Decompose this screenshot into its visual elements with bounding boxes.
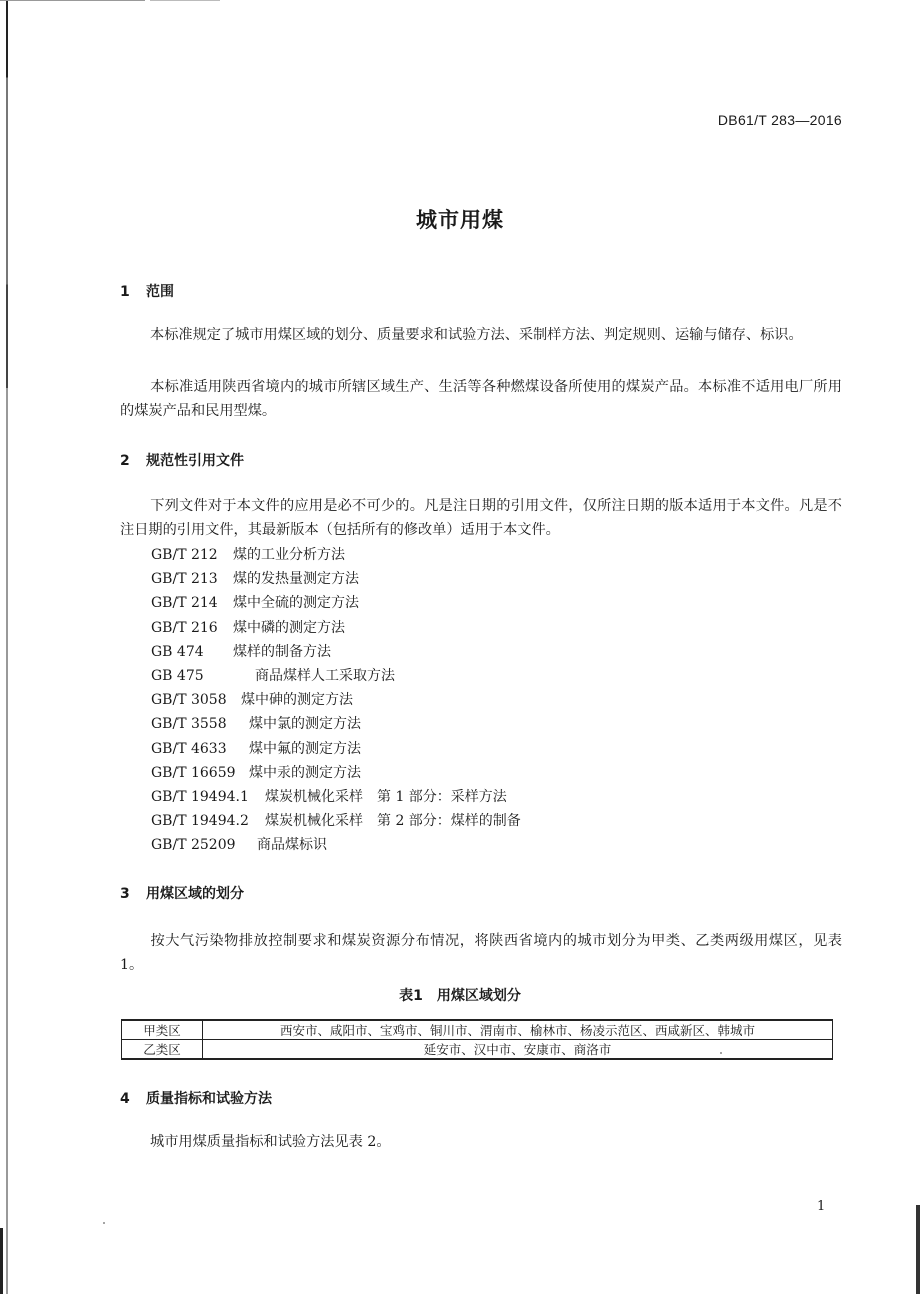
reference-name: 煤炭机械化采样 第 2 部分：煤样的制备 (265, 813, 521, 830)
section-title: 规范性引用文件 (146, 453, 244, 469)
section-heading-4 (120, 1088, 272, 1108)
table-cell-class: 乙类区 (122, 1040, 203, 1060)
section-heading-3 (120, 883, 244, 903)
reference-code: GB 475 (151, 667, 204, 684)
section-title: 质量指标和试验方法 (146, 1091, 272, 1107)
reference-code: GB/T 25209 (151, 837, 236, 854)
reference-item (151, 616, 521, 640)
reference-code: GB/T 214 (151, 595, 218, 612)
paragraph-text: 按大气污染物排放控制要求和煤炭资源分布情况，将陕西省境内的城市划分为甲类、乙类两级用煤区，见表 1。 (120, 933, 842, 973)
paragraph-text: 城市用煤质量指标和试验方法见表 2。 (150, 1134, 391, 1150)
section-number: 4 (120, 1091, 130, 1107)
reference-item (151, 761, 521, 785)
section-2-paragraph-1 (120, 494, 842, 542)
reference-item (151, 591, 521, 615)
reference-name: 煤中全硫的测定方法 (233, 595, 359, 612)
reference-code: GB/T 4633 (151, 740, 227, 757)
reference-code: GB/T 3058 (151, 692, 227, 709)
reference-item (151, 567, 521, 591)
reference-code: GB/T 19494.2 (151, 813, 249, 830)
section-1-paragraph-2 (120, 375, 842, 423)
scan-mark-bottom-left (0, 1228, 3, 1294)
reference-code: GB/T 3558 (151, 716, 227, 733)
reference-name: 煤中汞的测定方法 (249, 764, 361, 781)
reference-code: GB/T 216 (151, 619, 218, 636)
paragraph-text: 本标准适用陕西省境内的城市所辖区域生产、生活等各种燃煤设备所使用的煤炭产品。本标准不适用电厂所用的煤炭产品和民用型煤。 (120, 379, 842, 419)
reference-item (151, 543, 521, 567)
scan-mark-bottom-right (916, 1205, 920, 1294)
reference-code: GB 474 (151, 643, 204, 660)
reference-item (151, 688, 521, 712)
table-row (122, 1040, 833, 1060)
section-heading-1 (120, 281, 174, 301)
table-caption: 表1 用煤区域划分 (399, 988, 521, 1004)
paragraph-text: 本标准规定了城市用煤区域的划分、质量要求和试验方法、采制样方法、判定规则、运输与储存、标识。 (150, 327, 803, 343)
reference-name: 煤的发热量测定方法 (233, 571, 359, 588)
region-table (121, 1019, 833, 1060)
reference-item (151, 809, 521, 833)
reference-item (151, 640, 521, 664)
table-cell-class: 甲类区 (122, 1020, 203, 1040)
reference-name: 煤中氟的测定方法 (249, 740, 361, 757)
document-title: 城市用煤 (416, 208, 504, 232)
reference-name: 煤中砷的测定方法 (241, 692, 353, 709)
scan-mark-top-2 (150, 0, 220, 1)
section-4-paragraph-1 (120, 1130, 842, 1154)
paragraph-text: 下列文件对于本文件的应用是必不可少的。凡是注日期的引用文件，仅所注日期的版本适用于本文件。凡是不注日期的引用文件，其最新版本（包括所有的修改单）适用于本文件。 (120, 498, 842, 538)
reference-code: GB/T 16659 (151, 764, 236, 781)
scan-edge-left (6, 0, 8, 1294)
reference-name: 煤样的制备方法 (233, 643, 331, 660)
table-cell-cities: 西安市、咸阳市、宝鸡市、铜川市、渭南市、榆林市、杨凌示范区、西咸新区、韩城市 (203, 1020, 833, 1040)
reference-item (151, 833, 521, 857)
page-number: 1 (817, 1199, 826, 1214)
reference-name: 煤炭机械化采样 第 1 部分：采样方法 (265, 788, 507, 805)
section-number: 3 (120, 886, 130, 902)
reference-code: GB/T 213 (151, 571, 218, 588)
reference-code: GB/T 212 (151, 547, 218, 563)
section-3-paragraph-1 (120, 929, 842, 977)
reference-item (151, 737, 521, 761)
reference-code: GB/T 19494.1 (151, 788, 249, 805)
scan-mark-top (0, 0, 145, 1)
section-title: 范围 (146, 284, 174, 300)
section-heading-2 (120, 450, 244, 470)
table-cell-cities: 延安市、汉中市、安康市、商洛市 (203, 1040, 833, 1060)
section-number: 1 (120, 284, 130, 300)
reference-list (151, 543, 521, 857)
section-number: 2 (120, 453, 130, 469)
reference-name: 煤的工业分析方法 (233, 547, 345, 563)
reference-item (151, 785, 521, 809)
scan-dot (103, 1222, 105, 1224)
reference-item (151, 664, 521, 688)
reference-name: 煤中氯的测定方法 (249, 716, 361, 733)
table-row (122, 1020, 833, 1040)
reference-name: 煤中磷的测定方法 (233, 619, 345, 636)
reference-name: 商品煤标识 (257, 837, 327, 854)
reference-name: 商品煤样人工采取方法 (255, 667, 395, 684)
standard-code: DB61/T 283—2016 (717, 112, 842, 128)
section-title: 用煤区域的划分 (146, 886, 244, 902)
section-1-paragraph-1 (120, 323, 842, 347)
reference-item (151, 712, 521, 736)
